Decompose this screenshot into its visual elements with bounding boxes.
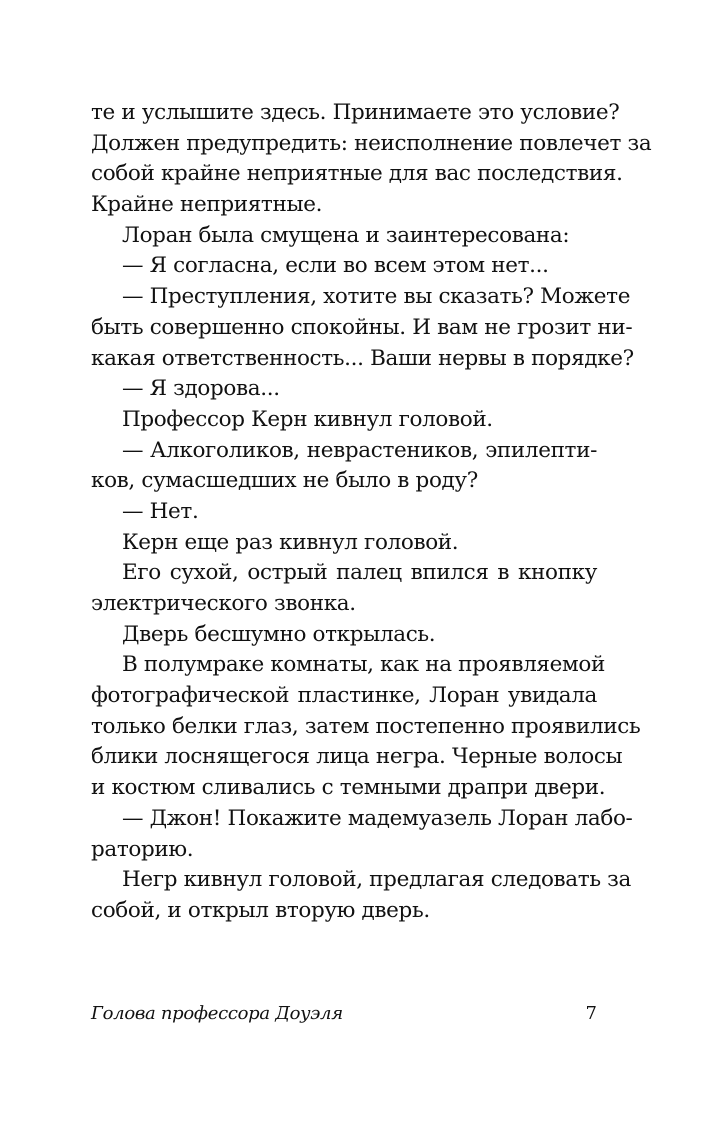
text-line: Крайне неприятные. (91, 192, 323, 218)
text-line: электрического звонка. (91, 591, 356, 616)
text-line: Лоран была смущена и заинтересована: (122, 222, 570, 248)
text-line: какая ответственность... Ваши нервы в порядке? (91, 345, 634, 371)
text-line: — Нет. (122, 498, 199, 524)
text-line: — Алкоголиков, неврастеников, эпилепти- (122, 437, 597, 463)
text-line: и костюм сливались с темными драпри двери. (91, 775, 606, 801)
text-line: Профессор Керн кивнул головой. (122, 406, 493, 432)
text-line: — Я здорова... (122, 376, 280, 402)
text-line: фотографической пластинке, Лоран увидала (91, 683, 597, 709)
text-line: Негр кивнул головой, предлагая следовать за (122, 867, 632, 893)
text-line: собой крайне неприятные для вас последствия. (91, 161, 623, 187)
text-line: — Я согласна, если во всем этом нет... (122, 253, 549, 279)
text-line: быть совершенно спокойны. И вам не грозит ни- (91, 314, 633, 340)
text-line: — Джон! Покажите мадемуазель Лоран лабо- (122, 805, 633, 831)
text-line: только белки глаз, затем постепенно проявились (91, 713, 641, 739)
text-line: ков, сумасшедших не было в роду? (91, 468, 478, 494)
text-line: Его сухой, острый палец впился в кнопку (122, 560, 597, 586)
text-line: Должен предупредить: неисполнение повлечет за (91, 130, 652, 156)
text-line: те и услышите здесь. Принимаете это условие? (91, 100, 620, 125)
text-line: блики лоснящегося лица негра. Черные волосы (91, 744, 623, 770)
page-footer (91, 1001, 597, 1027)
text-line: Дверь бесшумно открылась. (122, 621, 436, 647)
text-line: Керн еще раз кивнул головой. (122, 529, 459, 555)
text-line: раторию. (91, 836, 194, 862)
text-line: В полумраке комнаты, как на проявляемой (122, 652, 605, 678)
text-line: — Преступления, хотите вы сказать? Можете (122, 284, 631, 310)
body-text (91, 98, 652, 927)
text-line: собой, и открыл вторую дверь. (91, 897, 430, 923)
page-number: 7 (585, 1003, 597, 1024)
running-title: Голова профессора Доуэля (91, 1003, 343, 1024)
